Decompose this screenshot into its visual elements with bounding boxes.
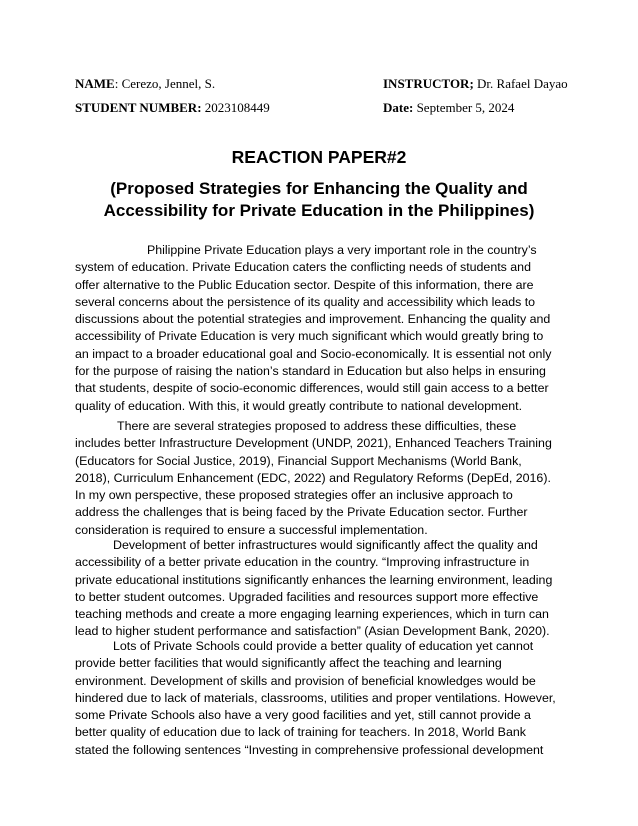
paragraph-line: environment. Development of skills and provision of beneficial knowledges would be [75,673,536,688]
paragraph-line: discussions about the potential strategies and improvement. Enhancing the quality and [75,312,551,327]
paragraph-line: quality of education. With this, it would greatly contribute to national development. [75,398,523,413]
paragraph-line: consideration is required to ensure a successful implementation. [75,522,428,537]
paragraph-line: to better student outcomes. Upgraded facilities and resources support more effective [75,589,539,604]
paragraph-line: an impact to a broader educational goal and Socio-economically. It is essential not only [75,346,552,361]
paragraph-line: Lots of Private Schools could provide a better quality of education yet cannot [113,639,534,653]
paragraph-line: several concerns about the persistence of its quality and accessibility which leads to [75,294,536,309]
paragraph-line: In my own perspective, these proposed strategies offer an inclusive approach to [75,488,513,503]
paragraph-line: for the purpose of raising the nation’s standard in Education but also helps in ensuring [75,364,546,379]
name-value: : Cerezo, Jennel, S. [114,76,216,91]
date-label: Date: [383,100,414,115]
instructor-value: Dr. Rafael Dayao [473,76,568,91]
paragraph-line: Philippine Private Education plays a very important role in the country’s [147,243,537,257]
name-label: NAME [75,76,115,91]
paragraph-line: includes better Infrastructure Development (UNDP, 2021), Enhanced Teachers Training [75,436,552,451]
subtitle-line: Accessibility for Private Education in the Philippines) [103,201,535,220]
paragraph-2 [75,418,575,539]
paragraph-line: accessibility of Private Education is very much significant which would greatly bring to [75,329,544,344]
student-number [75,100,270,116]
instructor-label: INSTRUCTOR; [383,76,474,91]
paragraph-line: better quality of education due to lack of training for teachers. In 2018, World Bank [75,725,526,740]
paragraph-line: address the challenges that is being faced by the Private Education sector. Further [75,505,528,520]
page-title: REACTION PAPER#2 [231,147,407,167]
paragraph-line: There are several strategies proposed to address these difficulties, these [117,419,517,433]
page-subtitle [60,178,578,222]
paragraph-line: hindered due to lack of materials, classrooms, utilities and proper ventilations. However, [75,690,556,705]
paragraph-line: (Educators for Social Justice, 2019), Financial Support Mechanisms (World Bank, [75,453,522,468]
paragraph-line: lead to higher student performance and satisfaction” (Asian Development Bank, 2020). [75,624,550,639]
student-number-label: STUDENT NUMBER: [75,100,202,115]
paragraph-line: teaching methods and create a more engaging learning experiences, which in turn can [75,607,549,622]
paragraph-3 [75,537,575,641]
date-value: September 5, 2024 [413,100,515,115]
instructor [383,76,568,92]
paragraph-line: some Private Schools also have a very good facilities and yet, still cannot provide a [75,708,531,723]
student-number-value: 2023108449 [201,100,270,115]
paragraph-1 [75,242,575,415]
date [383,100,514,116]
paragraph-line: stated the following sentences “Investing in comprehensive professional development [75,742,544,757]
paragraph-line: provide better facilities that would significantly affect the teaching and learning [75,656,502,671]
paragraph-line: that students, despite of socio-economic differences, would still gain access to a better [75,381,549,396]
paragraph-line: Development of better infrastructures would significantly affect the quality and [113,538,538,552]
paragraph-line: accessibility of a better private education in the country. “Improving infrastructure in [75,555,530,570]
paragraph-line: 2018), Curriculum Enhancement (EDC, 2022) and Regulatory Reforms (DepEd, 2016). [75,470,551,485]
paragraph-line: offer alternative to the Public Education sector. Despite of this information, there are [75,277,534,292]
paragraph-line: private educational institutions significantly enhances the learning environment, leading [75,572,553,587]
paragraph-4 [75,638,575,759]
paragraph-line: system of education. Private Education caters the conflicting needs of students and [75,260,531,275]
subtitle-line: (Proposed Strategies for Enhancing the Quality and [110,179,528,198]
student-name [75,76,215,92]
